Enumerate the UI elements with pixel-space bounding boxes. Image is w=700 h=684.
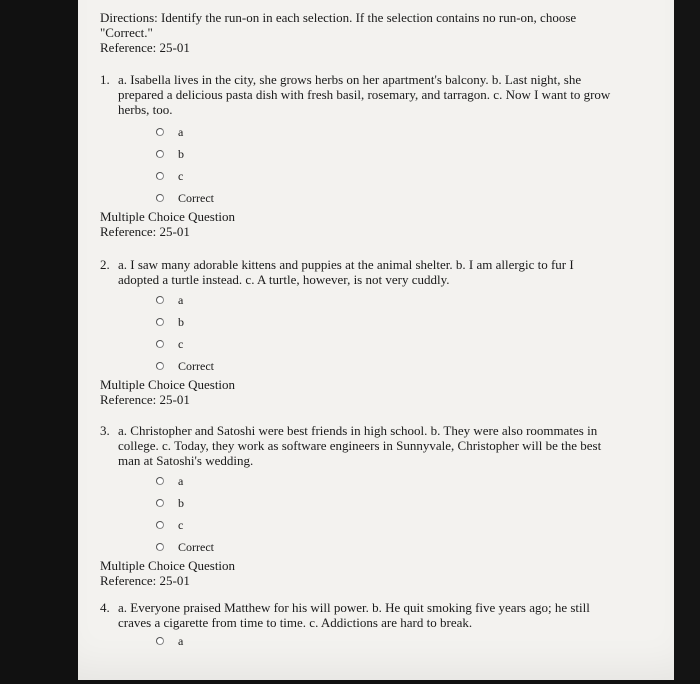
question-3: [100, 423, 660, 588]
option-label: a: [178, 633, 184, 648]
option-c[interactable]: [100, 165, 660, 187]
directions-text-cont: "Correct.": [100, 25, 153, 40]
option-label: b: [178, 314, 184, 329]
radio-button-icon[interactable]: [156, 128, 164, 136]
option-label: a: [178, 292, 184, 307]
question-sheet: [78, 0, 674, 680]
option-correct[interactable]: [100, 355, 660, 377]
radio-button-icon[interactable]: [156, 543, 164, 551]
radio-button-icon[interactable]: [156, 499, 164, 507]
option-label: b: [178, 495, 184, 510]
question-1: [100, 72, 660, 239]
photo-border-bottom: [0, 680, 700, 684]
option-correct[interactable]: [100, 187, 660, 209]
option-label: b: [178, 146, 184, 161]
option-b[interactable]: [100, 311, 660, 333]
radio-button-icon[interactable]: [156, 150, 164, 158]
radio-button-icon[interactable]: [156, 362, 164, 370]
question-type: Multiple Choice Question: [100, 558, 236, 573]
question-type: Multiple Choice Question: [100, 377, 236, 392]
option-label: a: [178, 473, 184, 488]
radio-button-icon[interactable]: [156, 340, 164, 348]
question-reference: Reference: 25-01: [100, 224, 190, 239]
question-number: 4.: [100, 600, 110, 615]
option-label: c: [178, 336, 184, 351]
option-a[interactable]: [100, 630, 660, 652]
question-reference: Reference: 25-01: [100, 392, 190, 407]
directions-block: [100, 10, 660, 55]
option-b[interactable]: [100, 492, 660, 514]
question-text: a. Isabella lives in the city, she grows herbs on her apartment's balcony. b. Last night, she prepared a delicious pasta dish with fresh basil, rosemary, and tarragon. c. Now I want to grow herbs, too.: [118, 72, 611, 117]
option-label: c: [178, 517, 184, 532]
option-label: Correct: [178, 358, 214, 373]
option-b[interactable]: [100, 143, 660, 165]
option-a[interactable]: [100, 470, 660, 492]
option-a[interactable]: [100, 289, 660, 311]
question-text: a. I saw many adorable kittens and puppies at the animal shelter. b. I am allergic to fur I adopted a turtle instead. c. A turtle, however, is not very cuddly.: [118, 257, 574, 287]
directions-text: Directions: Identify the run-on in each selection. If the selection contains no run-on, choose: [100, 10, 577, 25]
question-text: a. Everyone praised Matthew for his will power. b. He quit smoking five years ago; he still craves a cigarette from time to time. c. Addictions are hard to break.: [118, 600, 590, 630]
radio-button-icon[interactable]: [156, 194, 164, 202]
question-type: Multiple Choice Question: [100, 209, 236, 224]
option-a[interactable]: [100, 121, 660, 143]
question-number: 3.: [100, 423, 110, 438]
radio-button-icon[interactable]: [156, 318, 164, 326]
radio-button-icon[interactable]: [156, 296, 164, 304]
option-label: a: [178, 124, 184, 139]
option-correct[interactable]: [100, 536, 660, 558]
option-label: Correct: [178, 539, 214, 554]
question-text: a. Christopher and Satoshi were best friends in high school. b. They were also roommates in college. c. Today, they work as software engineers in Sunnyvale, Christopher will be the best man at Satoshi's wedding.: [118, 423, 602, 468]
photo-border-left: [0, 0, 78, 684]
radio-button-icon[interactable]: [156, 477, 164, 485]
question-4: [100, 600, 660, 652]
option-label: Correct: [178, 190, 214, 205]
question-number: 2.: [100, 257, 110, 272]
radio-button-icon[interactable]: [156, 637, 164, 645]
directions-reference: Reference: 25-01: [100, 40, 190, 55]
question-number: 1.: [100, 72, 110, 87]
option-label: c: [178, 168, 184, 183]
radio-button-icon[interactable]: [156, 172, 164, 180]
radio-button-icon[interactable]: [156, 521, 164, 529]
question-2: [100, 257, 660, 407]
option-c[interactable]: [100, 514, 660, 536]
option-c[interactable]: [100, 333, 660, 355]
question-reference: Reference: 25-01: [100, 573, 190, 588]
photo-border-right: [674, 0, 700, 684]
